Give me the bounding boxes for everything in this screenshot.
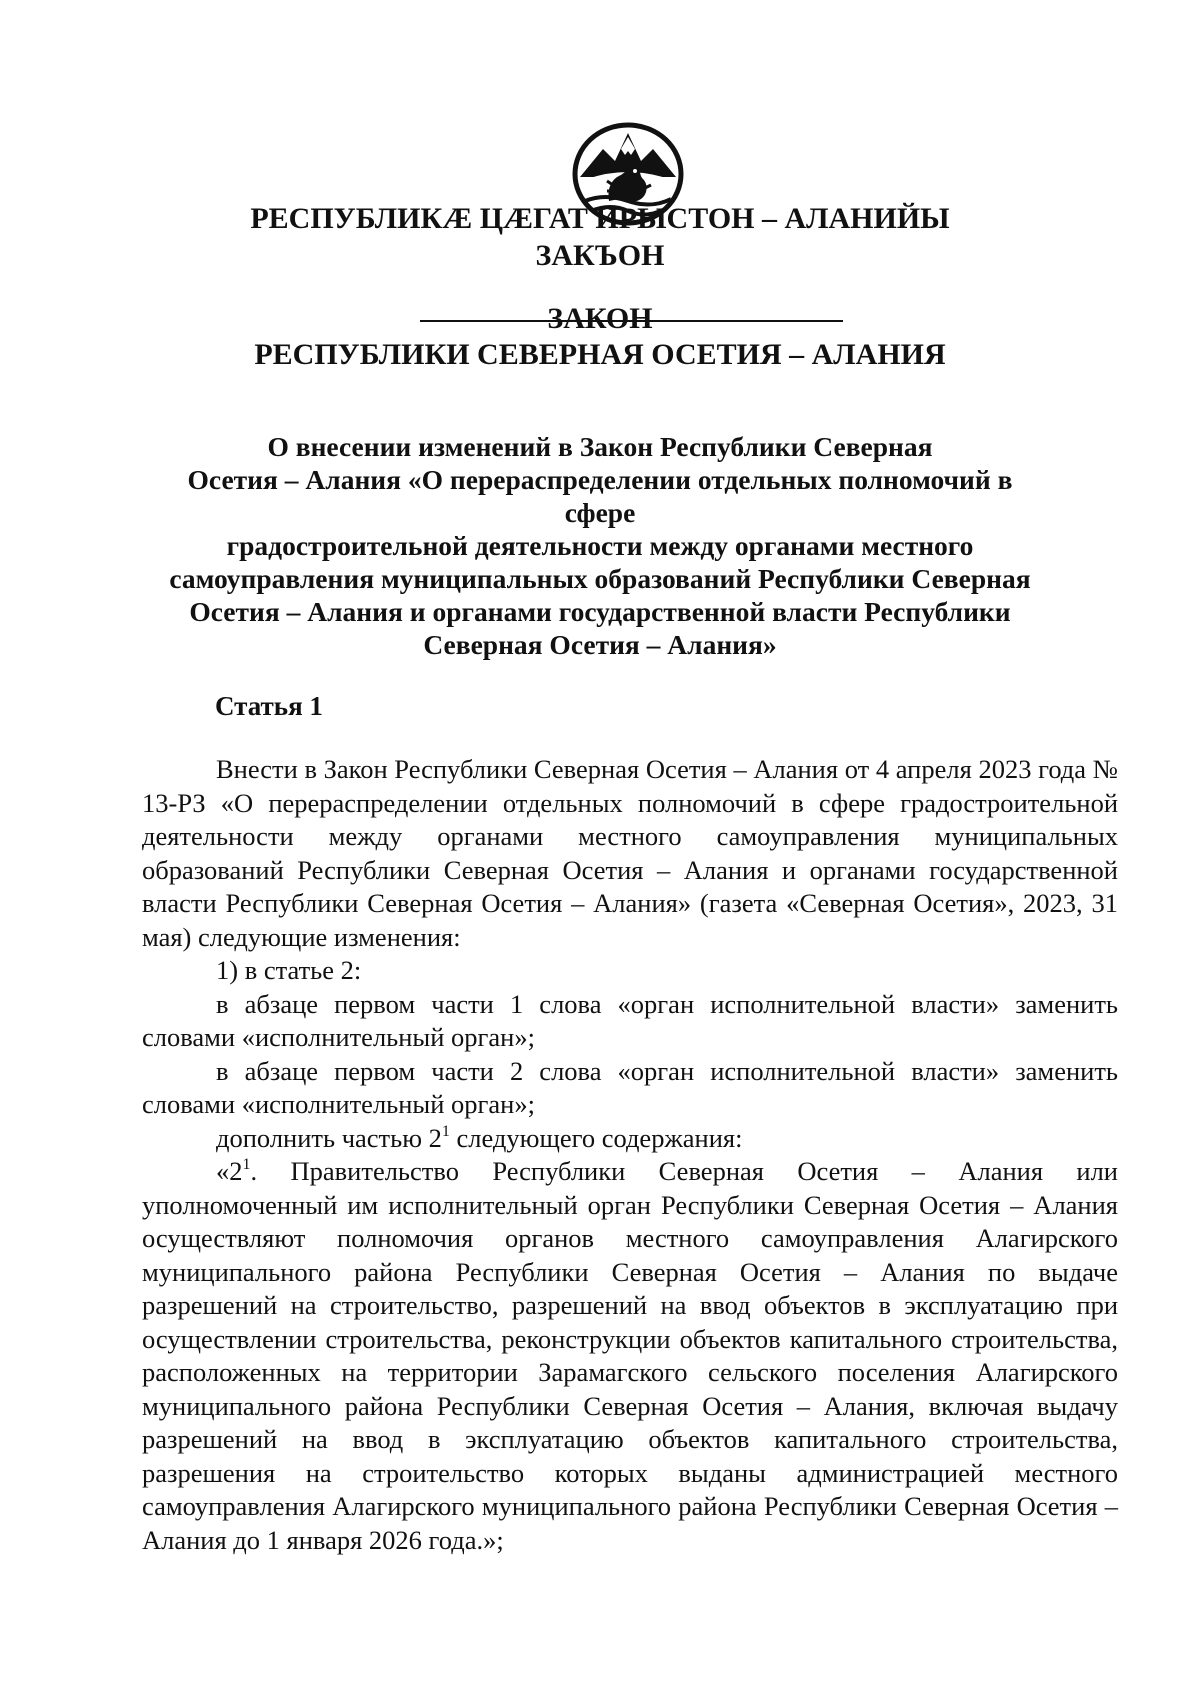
ossetian-law-heading: ЗАКЪОН: [535, 239, 665, 272]
amend-part-2-paragraph: в абзаце первом части 2 слова «орган исполнительной власти» заменить словами «исполнительный орган»;: [142, 1055, 1118, 1119]
law-title-line: градостроительной деятельности между органами местного: [226, 530, 974, 561]
amend-part-1-paragraph: в абзаце первом части 1 слова «орган исполнительной власти» заменить словами «исполнительный орган»;: [142, 988, 1118, 1052]
new-part-open: «2: [216, 1156, 243, 1186]
add-part-prefix: дополнить частью 2: [216, 1122, 442, 1153]
law-title: [150, 430, 1050, 661]
ossetian-republic-heading: РЕСПУБЛИКÆ ЦÆГАТ ИРЫСТОН – АЛАНИЙЫ: [250, 202, 950, 235]
new-part-text: . Правительство Республики Северная Осетия – Алания или уполномоченный им исполнительный орган Республики Северная Осетия – Алания осуществляют полномочия органов местного самоуправления Алагирского муниципального района Республики Северная Осетия – Алания по выдаче разрешений на строительство, разрешений на ввод объектов в эксплуатацию при осуществлении строительства, реконструкции объектов капитального строительства, расположенных на территории Зарамагского сельского поселения Алагирского муниципального района Республики Северная Осетия – Алания, включая выдачу разрешений на ввод в эксплуатацию объектов капитального строительства, разрешения на строительство которых выданы администрацией местного самоуправления Алагирского муниципального района Республики Северная Осетия – Алания до 1 января 2026 года.»;: [142, 1156, 1118, 1555]
new-part-superscript: 1: [242, 1156, 251, 1173]
new-part-paragraph: [142, 1155, 1118, 1557]
law-title-line: О внесении изменений в Закон Республики Северная: [267, 431, 933, 462]
law-title-line: Осетия – Алания «О перераспределении отдельных полномочий в сфере: [187, 464, 1013, 528]
law-title-line: Северная Осетия – Алания»: [423, 629, 777, 660]
item-1-paragraph: 1) в статье 2:: [216, 955, 362, 985]
russian-republic-heading: РЕСПУБЛИКИ СЕВЕРНАЯ ОСЕТИЯ – АЛАНИЯ: [254, 338, 946, 371]
article-intro-paragraph: Внести в Закон Республики Северная Осетия – Алания от 4 апреля 2023 года № 13-РЗ «О перераспределении отдельных полномочий в сфере градостроительной деятельности между органами местного самоуправления муниципальных образований Республики Северная Осетия – Алания и органами государственной власти Республики Северная Осетия – Алания» (газета «Северная Осетия», 2023, 31 мая) следующие изменения:: [142, 754, 1118, 952]
add-part-paragraph: [142, 1122, 1118, 1156]
article-heading: Статья 1: [215, 691, 323, 721]
add-part-superscript: 1: [441, 1122, 450, 1140]
law-title-line: Осетия – Алания и органами государственной власти Республики: [189, 596, 1011, 627]
article-body: [142, 753, 1118, 1557]
russian-law-heading: ЗАКОН: [547, 302, 653, 335]
add-part-suffix: следующего содержания:: [449, 1122, 743, 1153]
law-title-line: самоуправления муниципальных образований Республики Северная: [169, 563, 1031, 594]
